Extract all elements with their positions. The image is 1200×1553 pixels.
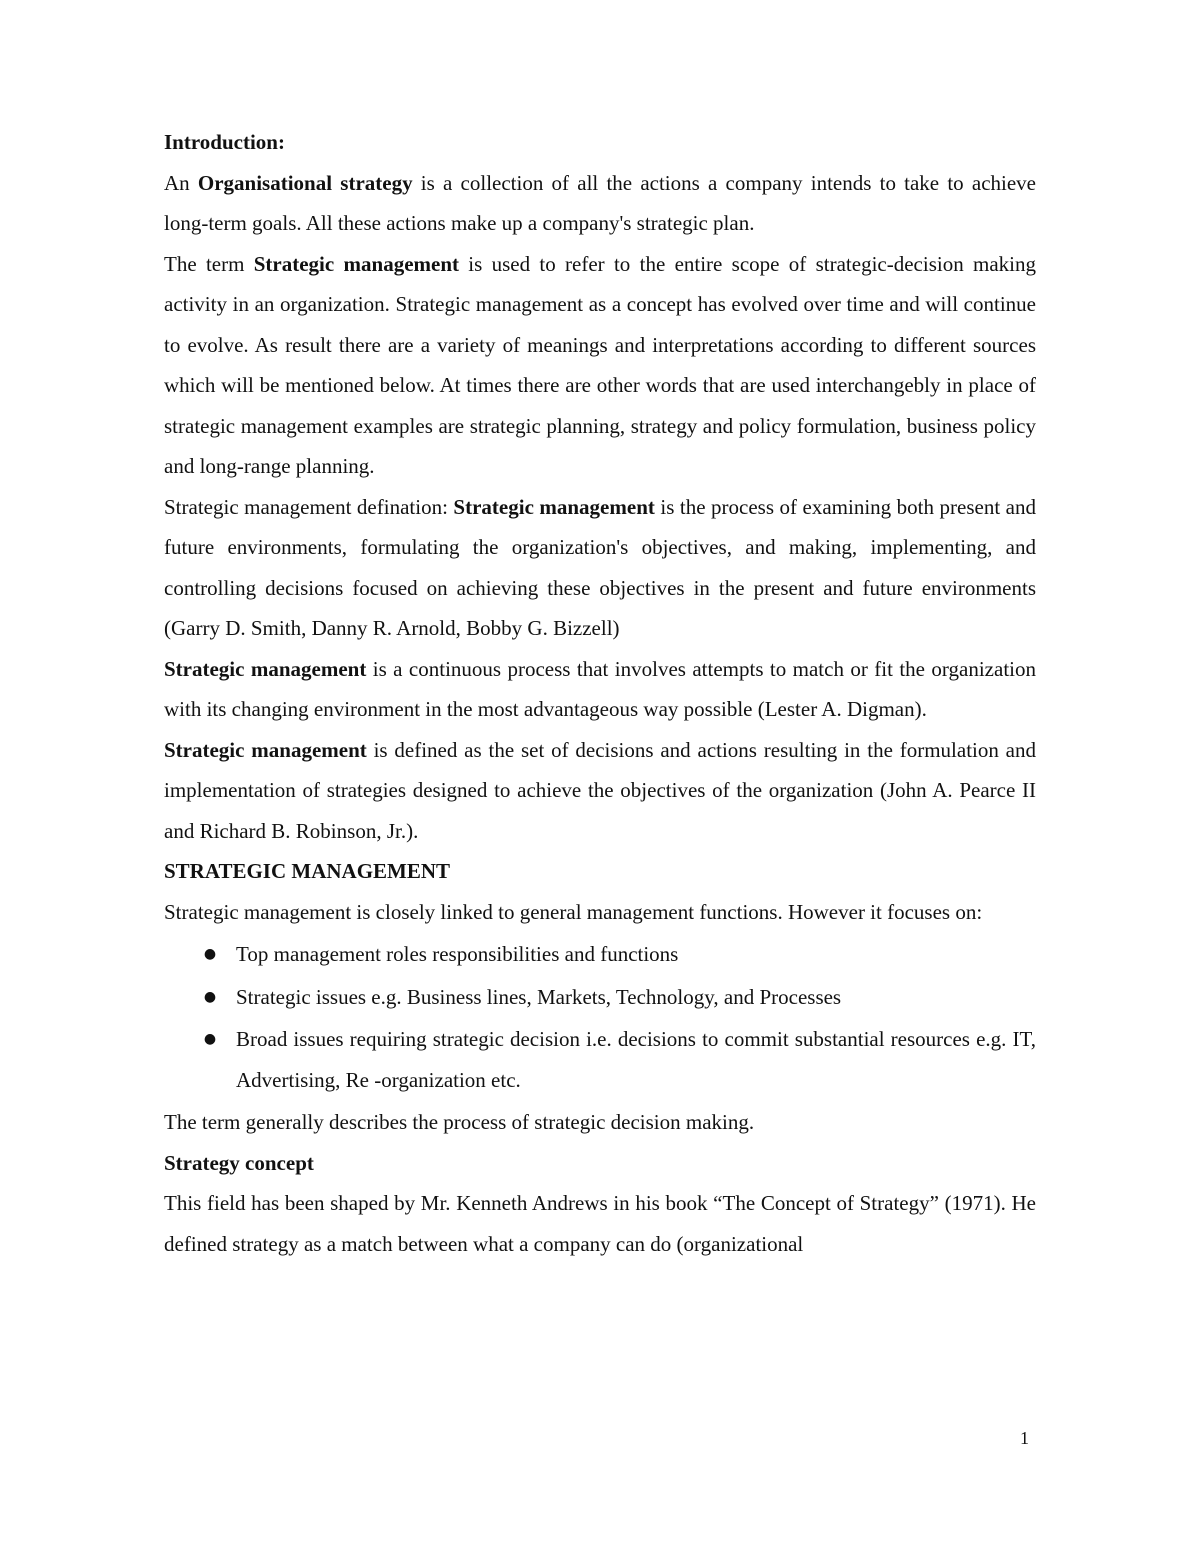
bullet-icon: ●	[203, 988, 217, 1005]
document-page	[164, 122, 1036, 1264]
intro-paragraph-1	[164, 163, 1036, 244]
list-item	[203, 1019, 1036, 1100]
strategic-management-paragraph: Strategic management is closely linked to general management functions. However it focuses on:	[164, 899, 983, 924]
list-item	[203, 934, 1036, 975]
definition-paragraph-1	[164, 487, 1036, 649]
bullet-icon: ●	[203, 1031, 217, 1047]
definition-paragraph-3	[164, 730, 1036, 852]
bold-term: Strategic management	[453, 494, 655, 519]
introduction-heading: Introduction:	[164, 130, 285, 154]
decision-making-paragraph: The term generally describes the process of strategic decision making.	[164, 1110, 755, 1134]
text-run: Strategic management defination:	[164, 494, 454, 519]
focus-list	[164, 934, 1036, 1100]
text-run: is used to refer to the entire scope of strategic-decision making activity in an organization. Strategic management as a concept has evolved over time and will continue to evolve. As result there are a variety of meanings and interpretations according to different sources which will be mentioned below. At times there are other words that are used interchangebly in place of strategic management examples are strategic planning, strategy and policy formulation, business policy and long-range planning.	[164, 251, 1036, 478]
text-run: The term	[164, 251, 254, 276]
text-run: is a continuous process that involves attempts to match or fit the organization with its changing environment in the most advantageous way possible (Lester A. Digman).	[164, 656, 1036, 721]
list-item-text: Broad issues requiring strategic decision i.e. decisions to commit substantial resources e.g. IT, Advertising, Re -organization etc.	[236, 1027, 1036, 1092]
bold-term: Strategic management	[253, 251, 459, 276]
strategic-management-heading: STRATEGIC MANAGEMENT	[164, 859, 451, 883]
list-item-text: Strategic issues e.g. Business lines, Markets, Technology, and Processes	[236, 984, 842, 1009]
strategy-concept-heading: Strategy concept	[164, 1150, 314, 1175]
bullet-icon: ●	[203, 946, 217, 962]
bold-term: Strategic management	[164, 656, 367, 681]
list-item-text: Top management roles responsibilities and functions	[236, 942, 679, 966]
definition-paragraph-2	[164, 649, 1036, 730]
text-run: is the process of examining both present and future environments, formulating the organization's objectives, and making, implementing, and controlling decisions focused on achieving these objectives in the present and future environments (Garry D. Smith, Danny R. Arnold, Bobby G. Bizzell)	[164, 494, 1036, 640]
text-run: is defined as the set of decisions and actions resulting in the formulation and implementation of strategies designed to achieve the objectives of the organization (John A. Pearce II and Richard B. Robinson, Jr.).	[164, 737, 1036, 843]
text-run: An	[164, 170, 198, 195]
text-run: is a collection of all the actions a company intends to take to achieve long-term goals. All these actions make up a company's strategic plan.	[164, 170, 1037, 235]
list-item	[203, 977, 1036, 1018]
page-number: 1	[1020, 1428, 1029, 1448]
bold-term: Organisational strategy	[197, 170, 413, 195]
intro-paragraph-2	[164, 244, 1036, 487]
strategy-concept-paragraph: This field has been shaped by Mr. Kenneth Andrews in his book “The Concept of Strategy” (1971). He defined strategy as a match between what a company can do (organizational	[164, 1191, 1036, 1256]
bold-term: Strategic management	[164, 737, 367, 762]
